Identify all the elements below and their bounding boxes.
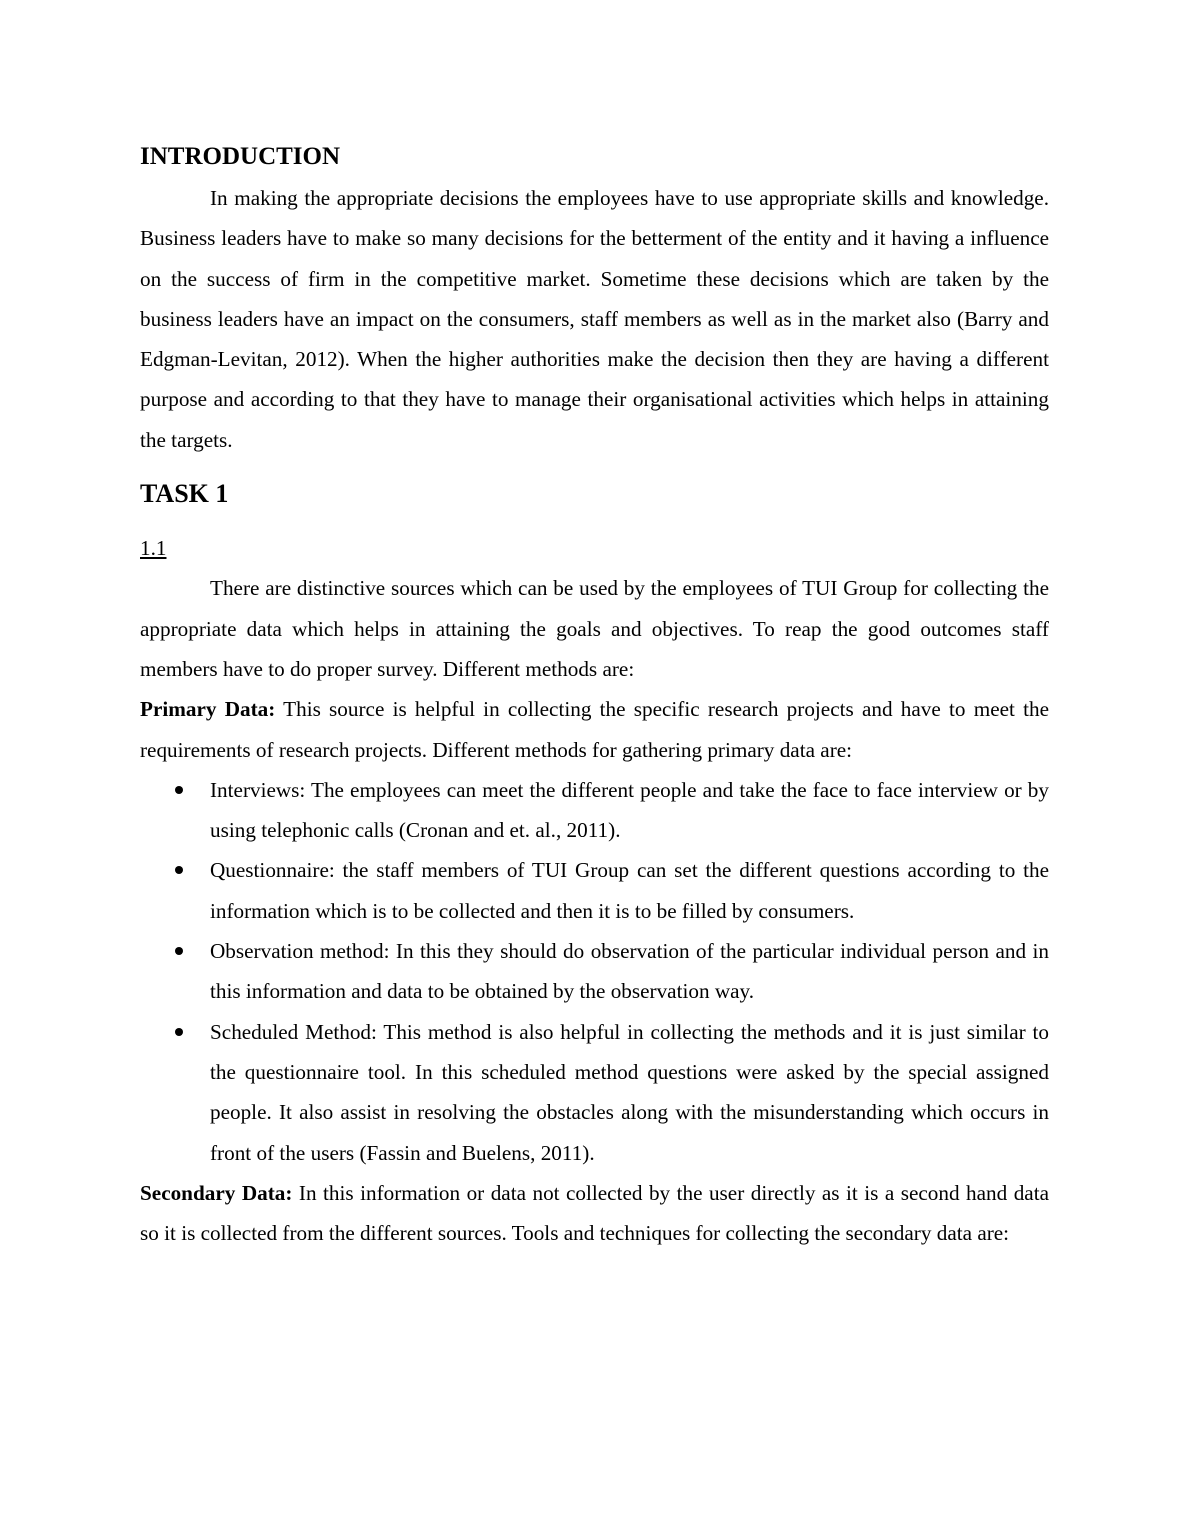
list-item xyxy=(140,850,1049,931)
list-item xyxy=(140,1012,1049,1173)
list-item-text: Questionnaire: the staff members of TUI Group can set the different questions according to the information which is to be collected and then it is to be filled by consumers. xyxy=(210,858,1049,923)
introduction-heading: INTRODUCTION xyxy=(140,143,341,170)
document-page xyxy=(140,139,1049,1253)
primary-methods-list xyxy=(140,770,1049,1173)
primary-data-label: Primary Data: xyxy=(140,697,276,722)
secondary-data-text: In this information or data not collected by the user directly as it is a second hand data so it is collected from the different sources. Tools and techniques for collecting the secondary data are: xyxy=(140,1180,1049,1246)
secondary-data-paragraph xyxy=(140,1173,1049,1254)
list-item-text: Interviews: The employees can meet the different people and take the face to face interview or by using telephonic calls (Cronan and et. al., 2011). xyxy=(210,777,1049,843)
task1-heading: TASK 1 xyxy=(140,479,229,509)
task1-intro-paragraph: There are distinctive sources which can be used by the employees of TUI Group for collecting the appropriate data which helps in attaining the goals and objectives. To reap the good outcomes staff members have to do proper survey. Different methods are: xyxy=(140,576,1049,681)
introduction-paragraph: In making the appropriate decisions the employees have to use appropriate skills and knowledge. Business leaders have to make so many decisions for the betterment of the entity and it having a influence on the success of firm in the competitive market. Sometime these decisions which are taken by the business leaders have an impact on the consumers, staff members as well as in the market also (Barry and Edgman-Levitan, 2012). When the higher authorities make the decision then they are having a different purpose and according to that they have to manage their organisational activities which helps in attaining the targets. xyxy=(140,186,1049,452)
bullet-icon xyxy=(175,866,183,874)
secondary-data-label: Secondary Data: xyxy=(140,1180,293,1205)
primary-data-paragraph xyxy=(140,689,1049,770)
bullet-icon xyxy=(175,947,183,955)
list-item xyxy=(140,931,1049,1012)
list-item xyxy=(140,770,1049,851)
list-item-text: Observation method: In this they should do observation of the particular individual person and in this information and data to be obtained by the observation way. xyxy=(210,939,1049,1004)
primary-data-text: This source is helpful in collecting the specific research projects and have to meet the requirements of research projects. Different methods for gathering primary data are: xyxy=(140,697,1049,762)
bullet-icon xyxy=(175,1028,183,1036)
list-item-text: Scheduled Method: This method is also helpful in collecting the methods and it is just similar to the questionnaire tool. In this scheduled method questions were asked by the special assigned people. It also assist in resolving the obstacles along with the misunderstanding which occurs in front of the users (Fassin and Buelens, 2011). xyxy=(210,1019,1049,1165)
section-1-1-heading: 1.1 xyxy=(140,536,167,561)
bullet-icon xyxy=(175,786,183,794)
